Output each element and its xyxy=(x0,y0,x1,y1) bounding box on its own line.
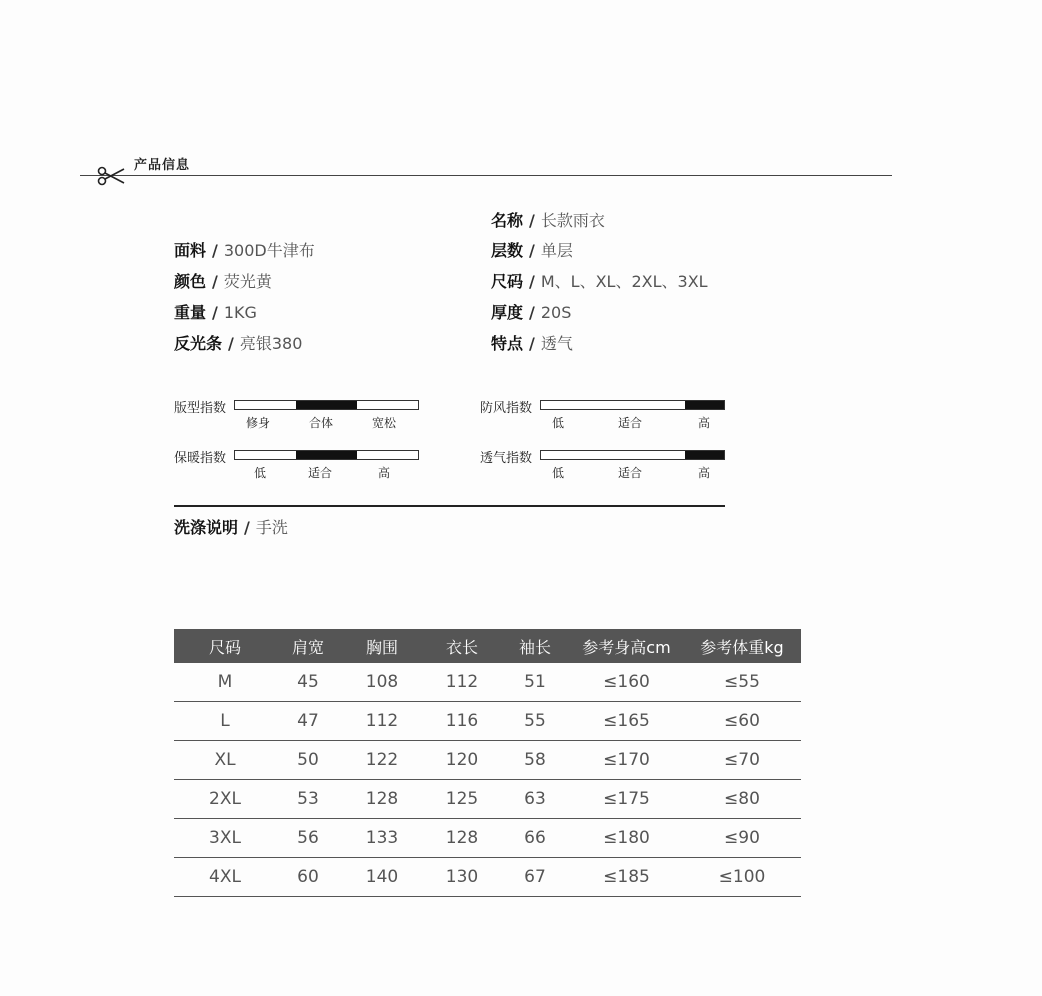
spec-weight xyxy=(174,300,257,323)
spec-separator: / xyxy=(529,303,535,322)
table-cell: 130 xyxy=(424,858,500,897)
spec-separator: / xyxy=(529,272,535,291)
spec-key: 反光条 xyxy=(174,334,223,353)
column-header: 参考身高cm xyxy=(570,629,683,663)
column-header: 肩宽 xyxy=(276,629,340,663)
table-cell: 116 xyxy=(424,702,500,741)
spec-key: 名称 xyxy=(491,211,524,230)
table-cell: 51 xyxy=(500,663,570,702)
rating-tick: 高 xyxy=(697,466,711,480)
rating-segment-active xyxy=(685,451,724,459)
spec-key: 洗涤说明 xyxy=(174,518,239,537)
spec-key: 尺码 xyxy=(491,272,524,291)
spec-wash xyxy=(174,515,288,538)
rating-tick: 宽松 xyxy=(371,416,397,430)
rating-segment-active xyxy=(296,401,357,409)
spec-value: 亮银380 xyxy=(239,334,303,353)
table-cell: 140 xyxy=(340,858,424,897)
table-cell: 125 xyxy=(424,780,500,819)
rating-segment xyxy=(235,451,296,459)
rating-segment xyxy=(541,451,593,459)
spec-key: 特点 xyxy=(491,334,524,353)
table-cell: ≤55 xyxy=(683,663,801,702)
table-row xyxy=(174,780,801,819)
table-cell: 66 xyxy=(500,819,570,858)
rating-bar xyxy=(540,450,725,460)
rating-segment xyxy=(593,401,645,409)
table-cell: ≤80 xyxy=(683,780,801,819)
table-cell: 2XL xyxy=(174,780,276,819)
table-cell: XL xyxy=(174,741,276,780)
spec-sizes xyxy=(491,269,708,292)
spec-separator: / xyxy=(529,241,535,260)
rating-segment-active xyxy=(685,401,724,409)
rating-label: 版型指数 xyxy=(174,401,227,416)
table-cell: 63 xyxy=(500,780,570,819)
rating-tick: 高 xyxy=(377,466,391,480)
table-row xyxy=(174,663,801,702)
rating-tick: 低 xyxy=(253,466,267,480)
table-row xyxy=(174,819,801,858)
spec-fabric xyxy=(174,238,315,261)
rating-label: 防风指数 xyxy=(480,401,533,416)
spec-color xyxy=(174,269,272,292)
table-cell: 128 xyxy=(424,819,500,858)
table-cell: 122 xyxy=(340,741,424,780)
header-rule xyxy=(80,175,892,176)
table-cell: 60 xyxy=(276,858,340,897)
spec-thickness xyxy=(491,300,571,323)
spec-value: 20S xyxy=(540,303,572,322)
column-header: 衣长 xyxy=(424,629,500,663)
rating-label: 保暖指数 xyxy=(174,451,227,466)
spec-value: 1KG xyxy=(223,303,257,322)
table-cell: 67 xyxy=(500,858,570,897)
spec-value: 300D牛津布 xyxy=(223,241,315,260)
section-title: 产品信息 xyxy=(134,158,191,173)
table-row xyxy=(174,858,801,897)
table-cell: 112 xyxy=(340,702,424,741)
table-cell: 120 xyxy=(424,741,500,780)
spec-separator: / xyxy=(529,211,535,230)
rating-segment xyxy=(357,401,418,409)
table-cell: ≤100 xyxy=(683,858,801,897)
spec-reflective xyxy=(174,331,302,354)
table-cell: 45 xyxy=(276,663,340,702)
spec-value: 长款雨衣 xyxy=(540,211,605,230)
spec-value: 荧光黄 xyxy=(223,272,272,291)
spec-value: 手洗 xyxy=(255,518,288,537)
spec-name xyxy=(491,208,605,231)
table-cell: ≤160 xyxy=(570,663,683,702)
rating-tick: 高 xyxy=(697,416,711,430)
table-cell: 50 xyxy=(276,741,340,780)
rating-bar xyxy=(234,450,419,460)
table-cell: ≤165 xyxy=(570,702,683,741)
size-table xyxy=(174,629,801,897)
table-cell: ≤180 xyxy=(570,819,683,858)
rating-label: 透气指数 xyxy=(480,451,533,466)
rating-segment xyxy=(644,401,685,409)
table-cell: 3XL xyxy=(174,819,276,858)
table-cell: 47 xyxy=(276,702,340,741)
spec-value: 单层 xyxy=(540,241,573,260)
table-cell: ≤90 xyxy=(683,819,801,858)
spec-key: 面料 xyxy=(174,241,207,260)
rating-tick: 适合 xyxy=(617,416,643,430)
table-header-row xyxy=(174,629,801,663)
table-cell: L xyxy=(174,702,276,741)
spec-value: 透气 xyxy=(540,334,573,353)
table-cell: 108 xyxy=(340,663,424,702)
spec-key: 厚度 xyxy=(491,303,524,322)
table-cell: ≤175 xyxy=(570,780,683,819)
spec-separator: / xyxy=(212,272,218,291)
table-cell: 4XL xyxy=(174,858,276,897)
table-cell: 58 xyxy=(500,741,570,780)
table-row xyxy=(174,702,801,741)
table-cell: 112 xyxy=(424,663,500,702)
table-cell: ≤185 xyxy=(570,858,683,897)
column-header: 袖长 xyxy=(500,629,570,663)
rating-segment xyxy=(593,451,645,459)
column-header: 尺码 xyxy=(174,629,276,663)
rating-tick: 修身 xyxy=(245,416,271,430)
table-cell: M xyxy=(174,663,276,702)
rating-tick: 适合 xyxy=(617,466,643,480)
rating-tick: 适合 xyxy=(307,466,333,480)
spec-separator: / xyxy=(228,334,234,353)
spec-feature xyxy=(491,331,573,354)
table-cell: 56 xyxy=(276,819,340,858)
spec-separator: / xyxy=(212,241,218,260)
rating-segment xyxy=(644,451,685,459)
table-row xyxy=(174,741,801,780)
spec-separator: / xyxy=(529,334,535,353)
rating-bar xyxy=(234,400,419,410)
table-cell: ≤70 xyxy=(683,741,801,780)
rating-tick: 低 xyxy=(551,466,565,480)
column-header: 参考体重kg xyxy=(683,629,801,663)
rating-segment-active xyxy=(296,451,357,459)
column-header: 胸围 xyxy=(340,629,424,663)
rating-tick: 合体 xyxy=(308,416,334,430)
scissors-icon xyxy=(96,165,126,187)
spec-key: 层数 xyxy=(491,241,524,260)
spec-layers xyxy=(491,238,573,261)
spec-key: 颜色 xyxy=(174,272,207,291)
spec-separator: / xyxy=(244,518,250,537)
table-cell: 55 xyxy=(500,702,570,741)
rating-bar xyxy=(540,400,725,410)
rating-segment xyxy=(541,401,593,409)
table-cell: 128 xyxy=(340,780,424,819)
table-cell: ≤60 xyxy=(683,702,801,741)
spec-value: M、L、XL、2XL、3XL xyxy=(540,272,708,291)
table-cell: ≤170 xyxy=(570,741,683,780)
rating-segment xyxy=(235,401,296,409)
section-divider xyxy=(174,505,725,507)
table-cell: 53 xyxy=(276,780,340,819)
table-cell: 133 xyxy=(340,819,424,858)
rating-segment xyxy=(357,451,418,459)
spec-separator: / xyxy=(212,303,218,322)
rating-tick: 低 xyxy=(551,416,565,430)
spec-key: 重量 xyxy=(174,303,207,322)
